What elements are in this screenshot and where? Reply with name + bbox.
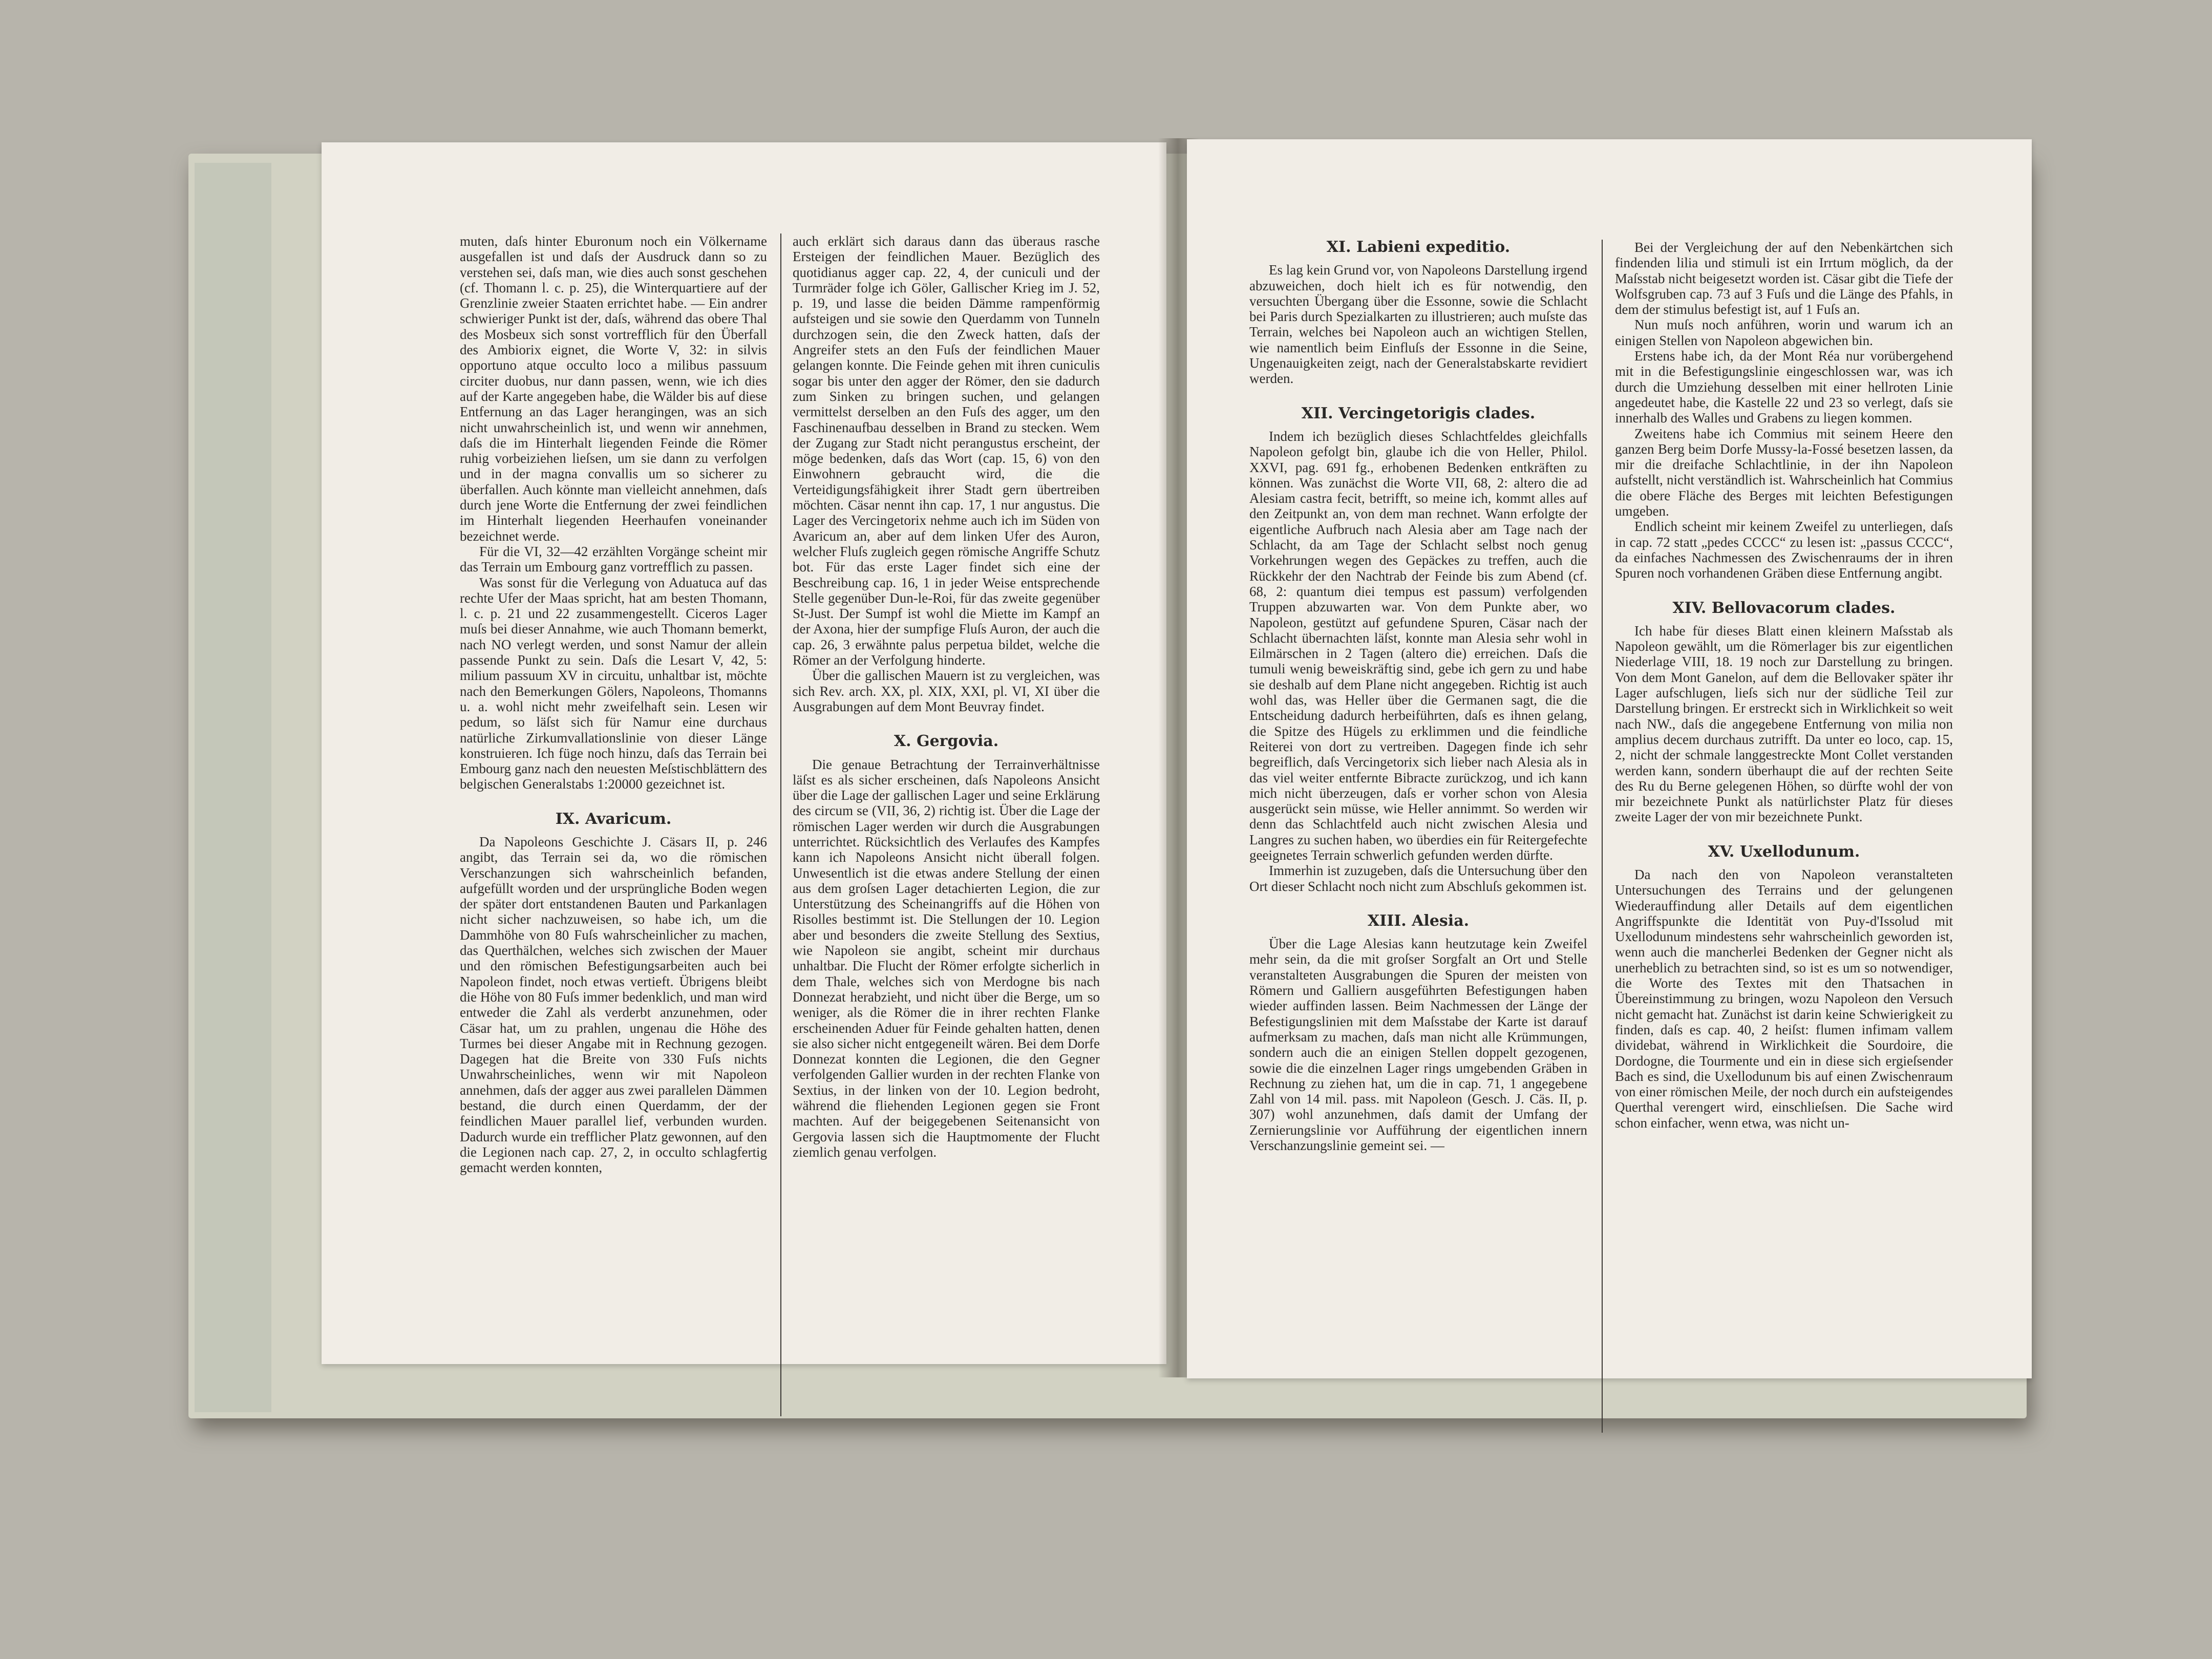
paragraph: Für die VI, 32—42 erzählten Vorgänge scheint mir das Terrain um Embourg ganz vortrefflich zu passen. bbox=[460, 543, 767, 575]
section-heading-alesia: XIII. Alesia. bbox=[1367, 911, 1470, 930]
paragraph: Da Napoleons Geschichte J. Cäsars II, p. 246 angibt, das Terrain sei da, wo die römischen Verschanzungen sich wahrscheinlich befanden, aufgefüllt worden und der ursprüngliche Boden wegen der später dort entstandenen Bauten und Parkanlagen nicht sicher nachzuweisen, so habe ich, um die Dammhöhe von 80 Fuſs wahrscheinlicher zu machen, das Querthälchen, welches sich zwischen der Mauer und den römischen Befestigungsarbeiten auch bei Napoleon findet, noch etwas vertieft. Übrigens bleibt die Höhe von 80 Fuſs immer bedenklich, und man wird entweder die Zahl als verderbt anzunehmen, oder Cäsar hat, um zu prahlen, ungenau die Höhe des Turmes bei dieser Angabe mit in Rechnung gezogen. Dagegen hat die Breite von 330 Fuſs nichts Unwahrscheinliches, wenn wir mit Napoleon annehmen, daſs der agger aus zwei parallelen Dämmen bestand, die durch einen Querdamm, der der feindlichen Mauer parallel lief, verbunden wurden. Dadurch wurde ein trefflicher Platz gewonnen, auf den die Legionen nach cap. 27, 2, in occulto schlagfertig gemacht werden konnten, bbox=[460, 834, 767, 1176]
paragraph: Immerhin ist zuzugeben, daſs die Untersuchung über den Ort dieser Schlacht noch nicht zum Abschluſs gekommen ist. bbox=[1249, 863, 1587, 894]
right-page-column-2 bbox=[1615, 240, 1953, 1422]
paragraph: Erstens habe ich, da der Mont Réa nur vorübergehend mit in die Befestigungslinie eingeschlossen war, was ich durch die Umziehung desselben mit einer hellroten Linie angedeutet habe, die Kastelle 22 und 23 so verlegt, daſs sie innerhalb des Walles und Grabens zu liegen kommen. bbox=[1615, 348, 1953, 426]
section-heading-bellovacorum: XIV. Bellovacorum clades. bbox=[1672, 599, 1896, 617]
paragraph: Über die Lage Alesias kann heutzutage kein Zweifel mehr sein, da die mit groſser Sorgfalt an Ort und Stelle veranstalteten Ausgrabungen die Spuren der meisten von Römern und Galliern ausgeführten Befestigungen haben wieder auffinden lassen. Beim Nachmessen der Länge der Befestigungslinien mit dem Maſsstabe der Karte ist darauf aufmerksam zu machen, daſs man nicht alle Krümmungen, sondern auch die an einigen Stellen doppelt gezogenen, sowie die die einzelnen Lager rings umgebenden Gräben in Rechnung zu ziehen hat, um die in cap. 71, 1 angegebene Zahl von 14 mil. pass. mit Napoleon (Gesch. J. Cäs. II, p. 307) wohl anzunehmen, daſs damit der Umfang der Zernierungslinie vor Aufführung der eigentlichen innern Verschanzungslinie gemeint sei. — bbox=[1249, 936, 1587, 1154]
section-heading-gergovia: X. Gergovia. bbox=[894, 732, 999, 751]
right-page bbox=[1187, 139, 2032, 1378]
paragraph: muten, daſs hinter Eburonum noch ein Völkername ausgefallen ist und daſs der Ausdruck dann so zu verstehen sei, daſs man, wie dies auch sonst geschehen (cf. Thomann l. c. p. 25), die Winterquartiere auf der Grenzlinie zweier Staaten errichtet habe. — Ein andrer schwieriger Punkt ist der, daſs, während das obere Thal des Mosbeux sich sonst vortrefflich für den Überfall des Ambiorix eignet, die Worte V, 32: in silvis opportuno atque occulto loco a milibus passuum circiter duobus, nur dann passen, wenn, wie ich dies auf der Karte angegeben habe, die Wälder bis auf diese Entfernung an das Lager herangingen, was an sich nicht unwahrscheinlich ist, und wenn wir annehmen, daſs die im Hinterhalt liegenden Feinde die Römer ruhig vorbeiziehen lieſsen, um sie dann zu verfolgen und in der magna convallis um so sicherer zu überfallen. Auch könnte man vielleicht annehmen, daſs durch jene Worte die Entfernung der zwei feindlichen im Hinterhalt liegenden Heerhaufen voneinander bezeichnet werde. bbox=[460, 233, 767, 544]
paragraph: Ich habe für dieses Blatt einen kleinern Maſsstab als Napoleon gewählt, um die Römerlager bis zur eigentlichen Niederlage VIII, 18. 19 noch zur Darstellung zu bringen. Von dem Mont Ganelon, auf dem die Bellovaker später ihr Lager aufschlugen, lieſs sich nur der südliche Teil zur Darstellung bringen. Er erstreckt sich in Wirklichkeit so weit nach NW., daſs die angegebene Entfernung von milia non amplius decem durchaus zutrifft. Da unter eo loco, cap. 15, 2, nicht der schmale langgestreckte Mont Collet verstanden werden kann, sondern überhaupt die auf der rechten Seite des Ru du Berne gelegenen Höhen, so dürfte wohl der von mir bezeichnete Punkt als natürlichster Platz für dieses zweite Lager der von mir bezeichnete Punkt. bbox=[1615, 623, 1953, 825]
paragraph: Die genaue Betrachtung der Terrainverhältnisse läſst es als sicher erscheinen, daſs Napoleons Ansicht über die Lage der gallischen Lager und seine Erklärung des circum se (VII, 36, 2) richtig ist. Über die Lage der römischen Lager werden wir durch die Ausgrabungen unterrichtet. Rücksichtlich des Verlaufes des Kampfes kann ich Napoleons Ansicht nicht überall folgen. Unwesentlich ist die etwas andere Stellung der einen aus dem groſsen Lager detachierten Legion, die zur Unterstützung des Scheinangriffs auf die Höhen von Risolles bestimmt ist. Die Stellungen der 10. Legion aber und besonders die zweite Stellung des Sextius, wie Napoleon sie angibt, scheint mir durchaus unhaltbar. Die Flucht der Römer erfolgte sicherlich in dem Thale, welches sich von Merdogne bis nach Donnezat herabzieht, und nicht über die Berge, um so weniger, als die Römer die in ihrer rechten Flanke erscheinenden Aduer für Feinde gehalten hatten, denen sie also sicher nicht entgegeneilt wären. Bei dem Dorfe Donnezat konnten die Legionen, die den Gegner verfolgenden Gallier wurden in der rechten Flanke von Sextius, in der linken von der 10. Legion bedroht, während die fliehenden Legionen gegen sie Front machten. Auf der beigegebenen Seitenansicht von Gergovia lassen sich die Hauptmomente der Flucht ziemlich genau verfolgen. bbox=[793, 756, 1100, 1160]
section-heading-avaricum: IX. Avaricum. bbox=[555, 810, 672, 828]
section-heading-labieni: XI. Labieni expeditio. bbox=[1326, 238, 1511, 256]
paragraph: Es lag kein Grund vor, von Napoleons Darstellung irgend abzuweichen, doch hielt ich es für notwendig, den versuchten Übergang über die Essonne, sowie die Schlacht bei Paris durch Spezialkarten zu illustrieren; auch muſste das Terrain, welches bei Napoleon auch an wichtigen Stellen, wie namentlich beim Einfluſs der Essonne in die Seine, Ungenauigkeiten zeigt, nach der Generalstabskarte revidiert werden. bbox=[1249, 262, 1587, 387]
paragraph: Da nach den von Napoleon veranstalteten Untersuchungen des Terrains und der gelungenen Wiederauffindung aller Details auf dem eigentlichen Angriffspunkte die Identität von Puy-d'Issolud mit Uxellodunum mindestens sehr wahrscheinlich geworden ist, wenn auch die mancherlei Bedenken der Gegner nicht als unerheblich zu betrachten sind, so ist es um so notwendiger, die Worte des Textes mit den Thatsachen in Übereinstimmung zu bringen, wozu Napoleon den Versuch nicht gemacht hat. Zunächst ist darin keine Schwierigkeit zu finden, daſs es cap. 40, 2 heiſst: flumen infimam vallem dividebat, während in Wirklichkeit die Sourdoire, die Dordogne, die Tourmente und ein in diese sich ergieſsender Bach es sind, die Uxellodunum bis auf einen Zwischenraum von einer römischen Meile, der noch durch ein aufsteigendes Querthal verengert wird, einschlieſsen. Die Sache wird schon einfacher, wenn etwa, was nicht un- bbox=[1615, 866, 1953, 1131]
left-page bbox=[322, 142, 1166, 1364]
paragraph: Zweitens habe ich Commius mit seinem Heere den ganzen Berg beim Dorfe Mussy-la-Fossé besetzen lassen, da mir die dreifache Schlachtlinie, in der ihn Napoleon aufstellt, nicht verständlich ist. Wahrscheinlich hat Commius die obere Fläche des Berges mit leichten Befestigungen umgeben. bbox=[1615, 426, 1953, 519]
left-page-column-1 bbox=[460, 233, 767, 1176]
paragraph: Nun muſs noch anführen, worin und warum ich an einigen Stellen von Napoleon abgewichen bin. bbox=[1615, 317, 1953, 348]
column-rule bbox=[1602, 240, 1603, 1433]
section-heading-vercingetorigis: XII. Vercingetorigis clades. bbox=[1301, 404, 1536, 422]
right-page-column-1 bbox=[1249, 240, 1587, 1407]
paragraph: Bei der Vergleichung der auf den Nebenkärtchen sich findenden lilia und stimuli ist ein Irrtum möglich, da der Maſsstab nicht beigesetzt worden ist. Cäsar gibt die Tiefe der Wolfsgruben cap. 73 auf 3 Fuſs und die Länge des Pfahls, in dem der stimulus befestigt ist, auf 1 Fuſs an. bbox=[1615, 240, 1953, 317]
paragraph: Endlich scheint mir keinem Zweifel zu unterliegen, daſs in cap. 72 statt „pedes CCCC“ zu lesen ist: „passus CCCC“, da einfaches Nachmessen des Zwischenraums der in ihren Spuren noch vorhandenen Gräben diese Entfernung angibt. bbox=[1615, 519, 1953, 581]
column-rule bbox=[780, 233, 781, 1416]
cover-edge bbox=[195, 163, 271, 1412]
paragraph: auch erklärt sich daraus dann das überaus rasche Ersteigen der feindlichen Mauer. Bezüglich des quotidianus agger cap. 22, 4, der cuniculi und der Turmräder folge ich Göler, Gallischer Krieg im J. 52, p. 19, und lasse die beiden Dämme rampenförmig aufsteigen und sie sowie den Querdamm von Tunneln durchzogen sein, die den Zweck hatten, daſs der Angreifer stets an den Fuſs der feindlichen Mauer gelangen konnte. Die Feinde gehen mit ihren cuniculis sogar bis unter den agger der Römer, den sie dadurch zum Sinken zu bringen suchen, und gelangen vermittelst derselben an den Fuſs des agger, um den Faschinenaufbau desselben in Brand zu stecken. Wem der Zugang zur Stadt nicht perangustus erscheint, der möge bedenken, daſs das Wort (cap. 15, 6) von den Einwohnern gebraucht wird, die die Verteidigungsfähigkeit ihrer Stadt gern übertreiben möchten. Cäsar nennt ihn cap. 17, 1 nur angustus. Die Lager des Vercingetorix nehme auch ich im Süden von Avaricum an, aber auf dem linken Ufer des Auron, welcher Fluſs zugleich gegen römische Angriffe Schutz bot. Für das erste Lager findet sich eine der Beschreibung cap. 16, 1 in jeder Weise entsprechende Stelle gegenüber Dun-le-Roi, für das zweite gegenüber St-Just. Der Sumpf ist wohl die Miette im Kampf an der Axona, hier der sumpfige Fluſs Auron, der auch die cap. 26, 3 erwähnte palus perpetua bildet, welche die Römer an der Verfolgung hinderte. bbox=[793, 233, 1100, 668]
paragraph: Über die gallischen Mauern ist zu vergleichen, was sich Rev. arch. XX, pl. XIX, XXI, pl. VI, XI über die Ausgrabungen auf dem Mont Beuvray findet. bbox=[793, 668, 1100, 714]
section-heading-uxellodunum: XV. Uxellodunum. bbox=[1708, 842, 1860, 861]
paragraph: Indem ich bezüglich dieses Schlachtfeldes gleichfalls Napoleon gefolgt bin, glaube ich die von Heller, Philol. XXVI, pag. 691 fg., erhobenen Bedenken entkräften zu können. Was zunächst die Worte VII, 68, 2: altero die ad Alesiam castra fecit, betrifft, so meine ich, kommt alles auf den Zeitpunkt an, von dem man rechnet. Wann erfolgte der eigentliche Aufbruch nach Alesia aber am Tage nach der Schlacht, da am Tage der Schlacht selbst noch genug Vorkehrungen wegen des Gepäckes zu treffen, auch die Rückkehr der den Nachtrab der Feinde bis zum Abend (cf. 68, 2: quantum diei tempus est passum) verfolgenden Truppen abzuwarten war. Von dem Punkte aber, wo Napoleon, gestützt auf gefundene Spuren, Cäsar nach der Schlacht übernachten läſst, konnte man Alesia sehr wohl in Eilmärschen in 2 Tagen (altero die) erreichen. Daſs die tumuli wenig beweiskräftig sind, gebe ich gern zu und habe sie deshalb auf dem Plane nicht angegeben. Richtig ist auch wohl das, was Heller über die Germanen sagt, die die Entscheidung dadurch herbeiführten, daſs es ihnen gelang, die Spitze des Hügels zu erklimmen und die feindliche Reiterei von dort zu vertreiben. Dagegen finde ich sehr begreiflich, daſs Vercingetorix sich lieber nach Alesia als in das viel weiter entfernte Bibracte zurückzog, und ich kann mich nicht überzeugen, daſs er vorher schon von Alesia ausgerückt sein müsse, wie Heller annimmt. So werden wir denn das Schlachtfeld auch nicht zwischen Alesia und Langres zu suchen haben, wo überdies ein für Reitergefechte geeignetes Terrain schwerlich gefunden werden dürfte. bbox=[1249, 428, 1587, 863]
left-page-column-2 bbox=[793, 233, 1100, 1268]
paragraph: Was sonst für die Verlegung von Aduatuca auf das rechte Ufer der Maas spricht, hat am besten Thomann, l. c. p. 21 und 22 zusammengestellt. Ciceros Lager muſs bei dieser Annahme, wie auch Thomann bemerkt, nach NO verlegt werden, und sonst Namur der allein passende Punkt zu sein. Daſs die Lesart V, 42, 5: milium passuum XV in circuitu, unhaltbar ist, möchte nach den Bemerkungen Gölers, Napoleons, Thomanns u. a. wohl nicht mehr zweifelhaft sein. Lesen wir pedum, so läſst sich für Namur eine durchaus natürliche Zirkumvallationslinie von dieser Länge konstruieren. Ich füge noch hinzu, daſs das Terrain bei Embourg ganz nach den neuesten Meſstischblättern des belgischen Generalstabs 1:20000 gezeichnet ist. bbox=[460, 575, 767, 792]
